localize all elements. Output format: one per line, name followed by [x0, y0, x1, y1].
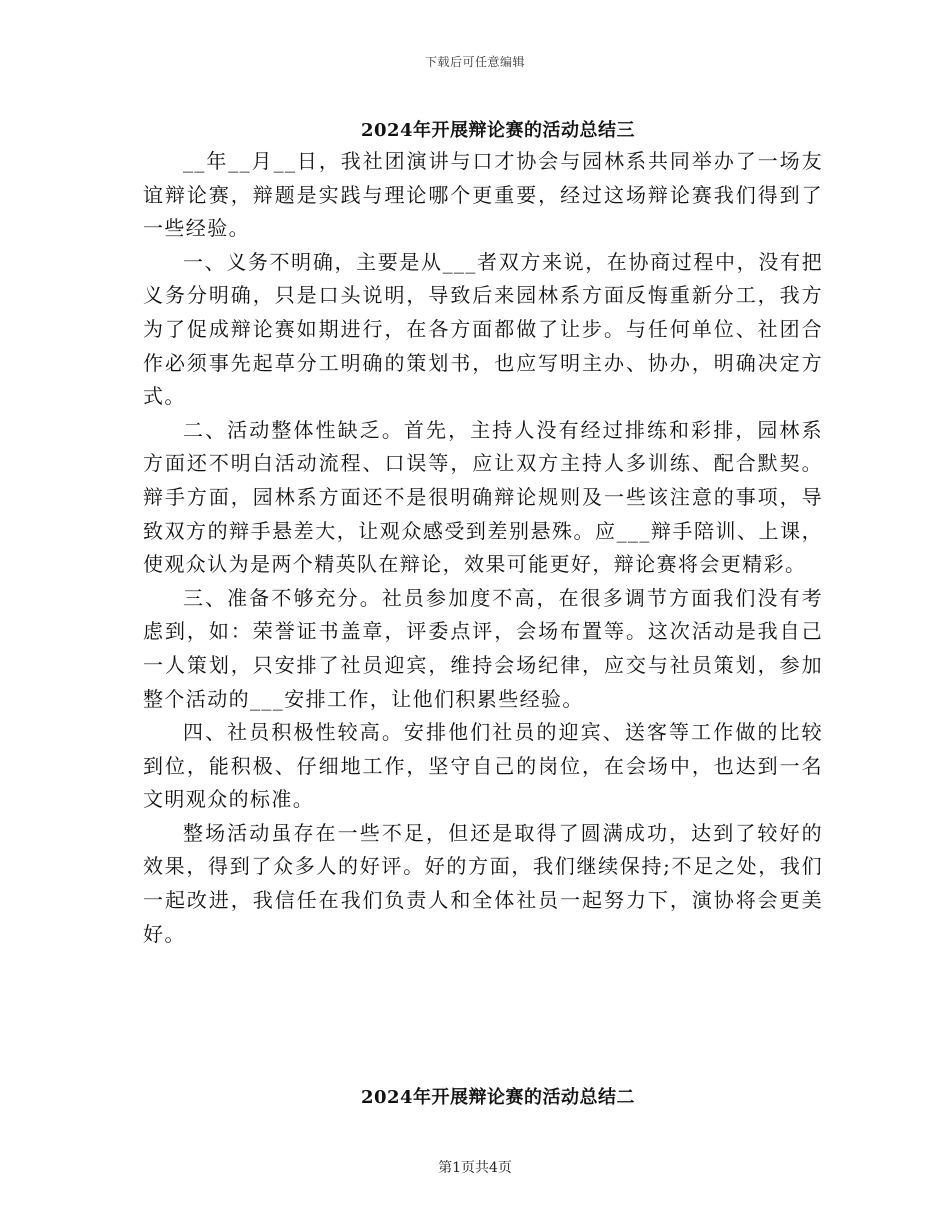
paragraph-point-3: 三、准备不够充分。社员参加度不高，在很多调节方面我们没有考虑到，如：荣誉证书盖章，评委点评，会场布置等。这次活动是我自己一人策划，只安排了社员迎宾，维持会场纪律，应交与社员策划，参加整个活动的___安排工作，让他们积累些经验。	[143, 585, 823, 711]
next-section-title: 2024年开展辩论赛的活动总结二	[360, 1087, 636, 1108]
paragraph-intro: __年__月__日，我社团演讲与口才协会与园林系共同举办了一场友谊辩论赛，辩题是实践与理论哪个更重要，经过这场辩论赛我们得到了一些经验。	[143, 149, 823, 241]
paragraph-point-4: 四、社员积极性较高。安排他们社员的迎宾、送客等工作做的比较到位，能积极、仔细地工作，坚守自己的岗位，在会场中，也达到一名文明观众的标准。	[143, 720, 823, 812]
header-note: 下载后可任意编辑	[424, 55, 525, 69]
paragraph-point-2: 二、活动整体性缺乏。首先，主持人没有经过排练和彩排，园林系方面还不明白活动流程、口误等，应让双方主持人多训练、配合默契。辩手方面，园林系方面还不是很明确辩论规则及一些该注意的事项，导致双方的辩手悬差大，让观众感受到差别悬殊。应___辩手陪训、上课，使观众认为是两个精英队在辩论，效果可能更好，辩论赛将会更精彩。	[143, 417, 823, 577]
paragraph-conclusion: 整场活动虽存在一些不足，但还是取得了圆满成功，达到了较好的效果，得到了众多人的好评。好的方面，我们继续保持;不足之处，我们一起改进，我信任在我们负责人和全体社员一起努力下，演协将会更美好。	[143, 820, 823, 946]
paragraph-point-1: 一、义务不明确，主要是从___者双方来说，在协商过程中，没有把义务分明确，只是口头说明，导致后来园林系方面反悔重新分工，我方为了促成辩论赛如期进行，在各方面都做了让步。与任何单位、社团合作必须事先起草分工明确的策划书，也应写明主办、协办，明确决定方式。	[143, 249, 823, 409]
page-footer: 第1页共4页	[438, 1160, 512, 1176]
document-body	[143, 145, 823, 951]
document-title: 2024年开展辩论赛的活动总结三	[360, 120, 636, 141]
